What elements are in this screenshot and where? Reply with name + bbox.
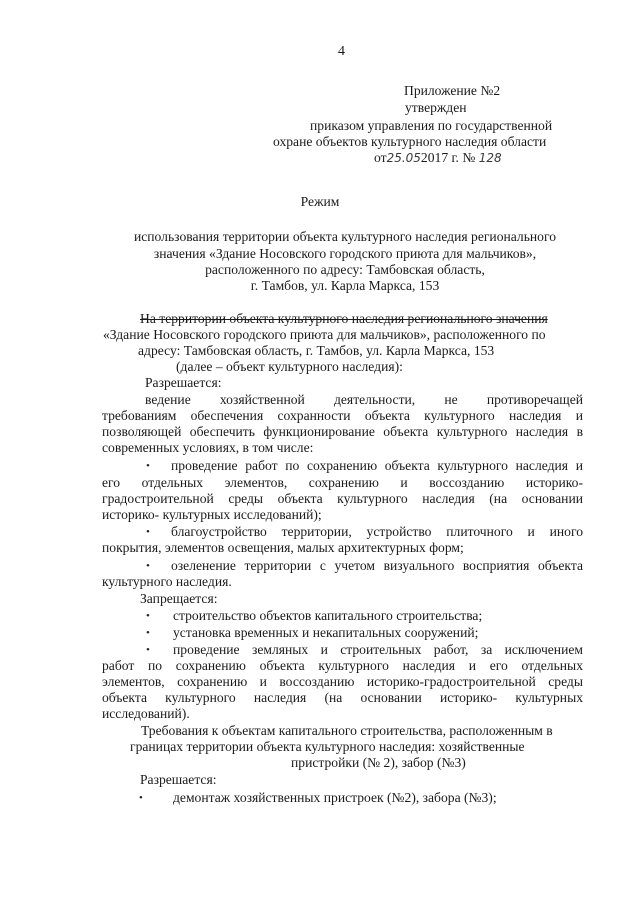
requirements-line-3: пристройки (№ 2), забор (№3) bbox=[291, 755, 466, 770]
bullet-icon: • bbox=[146, 526, 150, 538]
fbullet3-line-3: элементов, сохранению и воссозданию историко-градостроительной среды bbox=[102, 674, 583, 689]
requirements-line-2: границах территории объекта культурного наследия: хозяйственные bbox=[130, 739, 525, 754]
bullet-icon: • bbox=[146, 644, 150, 656]
regime-title: Режим bbox=[300, 194, 340, 209]
regime-subtitle-line-2: значения «Здание Носовского городского приюта для мальчиков», bbox=[153, 246, 537, 261]
regime-subtitle-line-1: использования территории объекта культурного наследия регионального bbox=[133, 229, 557, 244]
appendix-line-2: охране объектов культурного наследия области bbox=[273, 134, 547, 149]
appendix-date-line bbox=[374, 150, 502, 166]
para1-line-2: требованиям обеспечения сохранности объекта культурного наследия и bbox=[102, 408, 583, 423]
allowed-header: Разрешается: bbox=[145, 375, 222, 390]
fbullet3-line-4: объекта культурного наследия (на основании историко- культурных bbox=[102, 690, 583, 705]
appendix-line-1: приказом управления по государственной bbox=[310, 118, 553, 133]
intro-line-4: (далее – объект культурного наследия): bbox=[176, 359, 403, 374]
fbullet3-line-1: проведение земляных и строительных работ, за исключением bbox=[173, 642, 583, 657]
handwritten-date: 25.05 bbox=[386, 151, 421, 165]
page-number: 4 bbox=[338, 44, 345, 59]
requirements-bullet1: демонтаж хозяйственных пристроек (№2), забора (№3); bbox=[173, 790, 497, 805]
bullet-icon: • bbox=[139, 792, 143, 804]
appendix-approved: утвержден bbox=[405, 100, 467, 115]
bullet1-line-2: его отдельных элементов, сохранению и воссозданию историко- bbox=[102, 475, 583, 490]
bullet1-line-1: проведение работ по сохранению объекта культурного наследия и bbox=[171, 458, 583, 473]
date-prefix: от bbox=[374, 150, 387, 165]
bullet1-line-4: историко- культурных исследований); bbox=[102, 507, 322, 522]
para1-line-4: современных условиях, в том числе: bbox=[102, 440, 314, 455]
bullet-icon: • bbox=[146, 460, 150, 472]
regime-subtitle-line-4: г. Тамбов, ул. Карла Маркса, 153 bbox=[250, 278, 440, 293]
intro-line-1: На территории объекта культурного наследия регионального значения bbox=[140, 311, 548, 326]
intro-line-3: адресу: Тамбовская область, г. Тамбов, ул. Карла Маркса, 153 bbox=[138, 343, 495, 358]
forbidden-header: Запрещается: bbox=[140, 591, 218, 606]
fbullet3-line-2: работ по сохранению объекта культурного наследия и его отдельных bbox=[102, 658, 583, 673]
bullet2-line-2: покрытия, элементов освещения, малых архитектурных форм; bbox=[102, 540, 464, 555]
bullet1-line-3: градостроительной среды объекта культурного наследия (на основании bbox=[102, 491, 583, 506]
intro-line-2: «Здание Носовского городского приюта для мальчиков», расположенного по bbox=[103, 327, 546, 342]
bullet-icon: • bbox=[146, 627, 150, 639]
requirements-line-1: Требования к объектам капитального строительства, расположенным в bbox=[141, 723, 553, 738]
appendix-title: Приложение №2 bbox=[404, 83, 501, 98]
fbullet3-line-5: исследований). bbox=[102, 706, 190, 721]
bullet3-line-1: озеленение территории с учетом визуального восприятия объекта bbox=[171, 558, 583, 573]
para1-line-1: ведение хозяйственной деятельности, не противоречащей bbox=[145, 392, 583, 407]
handwritten-number: 128 bbox=[478, 151, 502, 165]
fbullet2: установка временных и некапитальных сооружений; bbox=[173, 625, 479, 640]
bullet-icon: • bbox=[146, 610, 150, 622]
bullet-icon: • bbox=[146, 560, 150, 572]
para1-line-3: позволяющей обеспечить функционирование объекта культурного наследия в bbox=[102, 424, 583, 439]
year-text: 2017 г. № bbox=[420, 150, 476, 165]
bullet2-line-1: благоустройство территории, устройство плиточного и иного bbox=[171, 524, 583, 539]
bullet3-line-2: культурного наследия. bbox=[102, 574, 232, 589]
requirements-allowed-header: Разрешается: bbox=[140, 772, 217, 787]
regime-subtitle-line-3: расположенного по адресу: Тамбовская область, bbox=[205, 262, 485, 277]
fbullet1: строительство объектов капитального строительства; bbox=[173, 608, 483, 623]
